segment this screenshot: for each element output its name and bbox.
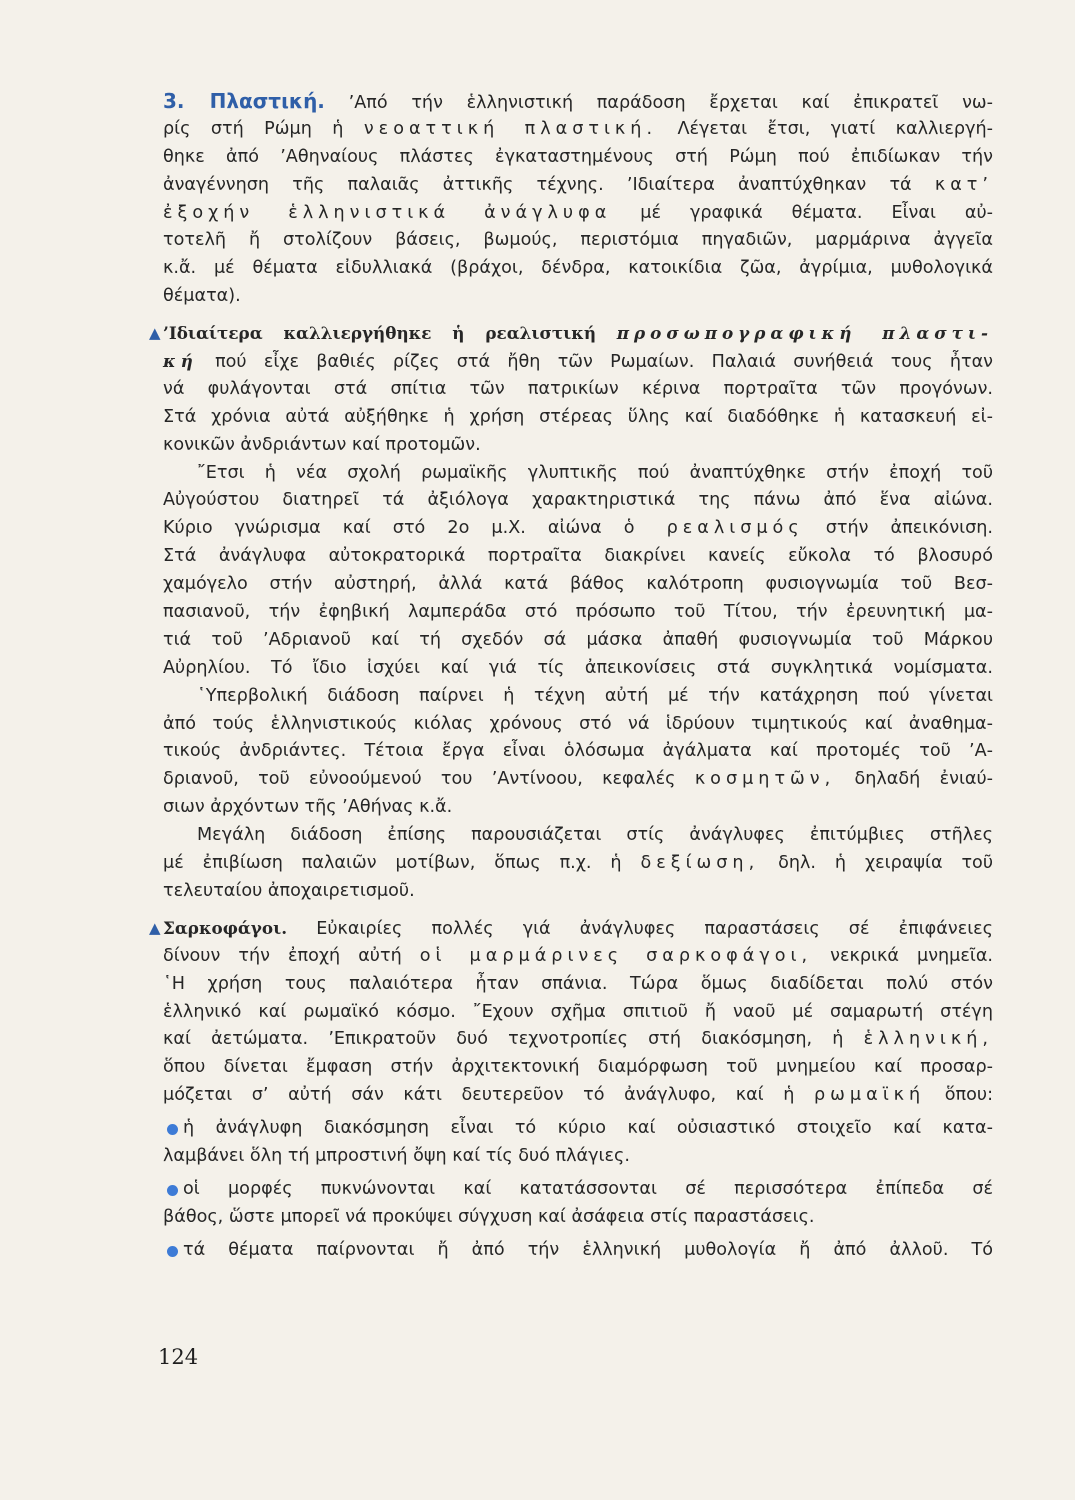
section-3-line-4	[163, 200, 993, 228]
sarcophagi-line-1	[163, 943, 993, 971]
text: στήν ἀπεικόνιση.	[825, 518, 994, 539]
text: λαμβάνει ὅλη τή μπροστινή ὄψη καί τίς δυό πλάγιες.	[163, 1145, 630, 1166]
text: ὅπου δίνεται ἔμφαση στήν ἀρχιτεκτονική διαμόρφωση τοῦ μνημείου καί προσαρ-	[163, 1057, 993, 1078]
bullet-dot-icon	[167, 1246, 178, 1257]
sarcophagi-line-2	[163, 971, 993, 999]
section-3-line-6	[163, 255, 993, 283]
emphasis-text: κή	[163, 351, 198, 372]
spacer	[163, 906, 993, 915]
text: ἀναγέννηση τῆς παλαιᾶς ἀττικῆς τέχνης. ’Ιδιαίτερα ἀναπτύχθηκαν τά	[163, 174, 912, 195]
emphasis-text: οἱ μαρμάρινες σαρκοφάγοι,	[419, 945, 813, 966]
text: Μεγάλη διάδοση ἐπίσης παρουσιάζεται στίς ἀνάγλυφες ἐπιτύμβιες στῆλες	[197, 825, 993, 846]
triangle-marker-icon: ▲	[149, 918, 161, 937]
sarcophagi-line-5	[163, 1054, 993, 1082]
text: ῎Ετσι ἡ νέα σχολή ρωμαϊκῆς γλυπτικῆς πού ἀναπτύχθηκε στήν ἐποχή τοῦ	[197, 462, 993, 483]
text: ἑλληνικό καί ρωμαϊκό κόσμο. ῎Εχουν σχῆμα σπιτιοῦ ἤ ναοῦ μέ σαμαρωτή στέγη	[163, 1001, 993, 1022]
text: καί ἀετώματα. ’Επικρατοῦν δυό τεχνοτροπίες στή διακόσμηση, ἡ	[163, 1029, 844, 1050]
text: θηκε ἀπό ’Αθηναίους πλάστες ἐγκαταστημένους στή Ρώμη πού ἐπιδίωκαν τήν	[163, 146, 993, 167]
honorific-line-4	[163, 794, 993, 822]
portrait-line-lead	[149, 320, 993, 348]
text: δριανοῦ, τοῦ εὐνοούμενού του ’Αντίνοου, κεφαλές	[163, 769, 676, 790]
text: τιά τοῦ ’Αδριανοῦ καί τή σχεδόν σά μάσκα ἀπαθή φυσιογνωμία τοῦ Μάρκου	[163, 629, 993, 650]
sarcophagi-line-6	[163, 1082, 993, 1110]
roman-line-4	[163, 571, 993, 599]
section-3-line-5	[163, 227, 993, 255]
text: σιων ἀρχόντων τῆς ’Αθήνας κ.ἄ.	[163, 797, 453, 818]
honorific-line-0	[163, 683, 993, 711]
text: δηλαδή ἐνιαύ-	[854, 769, 994, 790]
roman-line-7	[163, 655, 993, 683]
text: δηλ. ἡ χειραψία τοῦ	[778, 853, 993, 874]
text: τικούς ἀνδριάντες. Τέτοια ἔργα εἶναι ὁλόσωμα ἀγάλματα καί προτομές τοῦ ’Α-	[163, 741, 993, 762]
text: βάθος, ὥστε μπορεῖ νά προκύψει σύγχυση καί ἀσάφεια στίς παραστάσεις.	[163, 1206, 815, 1227]
text: Κύριο γνώρισμα καί στό 2ο μ.Χ. αἰώνα	[163, 518, 602, 539]
triangle-marker-icon: ▲	[149, 324, 161, 343]
text: τελευταίου ἀποχαιρετισμοῦ.	[163, 880, 415, 901]
honorific-line-3	[163, 766, 993, 794]
bullet-item	[163, 1115, 993, 1143]
emphasis-text: ἐξοχήν ἑλληνιστικά ἀνάγλυφα	[163, 202, 612, 223]
spacer	[163, 311, 993, 320]
emphasis-text: κοσμητῶν,	[694, 769, 836, 790]
text: Αὐρηλίου. Τό ἴδιο ἰσχύει καί γιά τίς ἀπεικονίσεις στά συγκλητικά νομίσματα.	[163, 657, 993, 678]
text: νά φυλάγονται στά σπίτια τῶν πατρικίων κέρινα πορτραῖτα τῶν προγόνων.	[163, 378, 993, 399]
roman-line-5	[163, 599, 993, 627]
portrait-line-1	[163, 376, 993, 404]
text: Αὐγούστου διατηρεῖ τά ἀξιόλογα χαρακτηριστικά της πάνω ἀπό ἕνα αἰώνα.	[163, 490, 993, 511]
text: Εὐκαιρίες πολλές γιά ἀνάγλυφες παραστάσεις σέ ἐπιφάνειες	[316, 918, 993, 939]
text: κονικῶν ἀνδριάντων καί προτομῶν.	[163, 434, 481, 455]
roman-line-6	[163, 627, 993, 655]
emphasis-text: προσωπογραφική πλαστι-	[616, 323, 993, 344]
bullet-dot-icon	[167, 1185, 178, 1196]
sarcophagi-line-0	[149, 915, 993, 943]
text: οἱ μορφές πυκνώνονται καί κατατάσσονται σέ περισσότερα ἐπίπεδα σέ	[183, 1178, 993, 1199]
section-3-line-1	[163, 116, 993, 144]
section-3-line-3	[163, 172, 993, 200]
text: νεκρικά μνημεῖα.	[830, 945, 994, 966]
text: πού εἶχε βαθιές ρίζες στά ἤθη τῶν Ρωμαίων. Παλαιά συνήθειά τους ἦταν	[215, 352, 994, 373]
bullet-item	[163, 1237, 993, 1265]
text: ’Από τήν ἑλληνιστική παράδοση ἔρχεται καί ἐπικρατεῖ νω-	[348, 93, 994, 113]
roman-line-2	[163, 515, 993, 543]
text: κ.ἄ. μέ θέματα εἰδυλλιακά (βράχοι, δένδρα, κατοικίδια ζῶα, ἀγρίμια, μυθολογικά	[163, 258, 993, 279]
text: Στά χρόνια αὐτά αὐξήθηκε ἡ χρήση στέρεας ὕλης καί διαδόθηκε ἡ κατασκευή εἰ-	[163, 406, 993, 427]
text: μέ ἐπιβίωση παλαιῶν μοτίβων, ὅπως π.χ. ἡ	[163, 853, 622, 874]
text: ῾Η χρήση τους παλαιότερα ἦταν σπάνια. Τώρα ὅμως διαδίδεται πολύ στόν	[163, 973, 993, 994]
page-number: 124	[158, 1345, 199, 1369]
text: Στά ἀνάγλυφα αὐτοκρατορικά πορτραῖτα διακρίνει κανείς εὔκολα τό βλοσυρό	[163, 546, 993, 567]
text: χαμόγελο στήν αὐστηρή, ἀλλά κατά βάθος καλότροπη φυσιογνωμία τοῦ Βεσ-	[163, 574, 993, 595]
roman-line-3	[163, 543, 993, 571]
section-3-line-7	[163, 283, 993, 311]
portrait-line-3	[163, 432, 993, 460]
stelae-line-1	[163, 850, 993, 878]
section-3-line-0	[163, 88, 993, 116]
bold-lead: Σαρκοφάγοι.	[163, 917, 288, 938]
bullet-dot-icon	[167, 1124, 178, 1135]
bullet-item	[163, 1176, 993, 1204]
text: τά θέματα παίρνονται ἤ ἀπό τήν ἑλληνική μυθολογία ἤ ἀπό ἀλλοῦ. Τό	[183, 1239, 993, 1260]
roman-line-0	[163, 460, 993, 488]
honorific-line-1	[163, 711, 993, 739]
page-body	[149, 88, 994, 1265]
emphasis-text: δεξίωση,	[640, 853, 760, 874]
emphasis-text: κατ’	[934, 174, 993, 195]
section-3-line-2	[163, 144, 993, 172]
emphasis-text: νεοαττική πλαστική.	[363, 118, 658, 139]
stelae-line-2	[163, 878, 993, 906]
portrait-line-0	[163, 348, 993, 376]
text: ἀπό τούς ἑλληνιστικούς κιόλας χρόνους στό νά ἱδρύουν τιμητικούς καί ἀναθημα-	[163, 713, 993, 734]
stelae-line-0	[163, 822, 993, 850]
section-title: 3. Πλαστική.	[163, 89, 325, 113]
text: τοτελῆ ἤ στολίζουν βάσεις, βωμούς, περιστόμια πηγαδιῶν, μαρμάρινα ἀγγεῖα	[163, 230, 993, 251]
roman-line-1	[163, 487, 993, 515]
text: δίνουν τήν ἐποχή αὐτή	[163, 945, 402, 966]
text: Λέγεται ἔτσι, γιατί καλλιεργή-	[677, 118, 993, 139]
sarcophagi-line-4	[163, 1026, 993, 1054]
text: ῾Υπερβολική διάδοση παίρνει ἡ τέχνη αὐτή μέ τήν κατάχρηση πού γίνεται	[197, 685, 993, 706]
emphasis-text: ὁ ρεαλισμός	[623, 518, 804, 539]
text: ἡ ἀνάγλυφη διακόσμηση εἶναι τό κύριο καί οὐσιαστικό στοιχεῖο καί κατα-	[183, 1118, 993, 1139]
text: ὅπου:	[944, 1085, 994, 1106]
text: μέ γραφικά θέματα. Εἶναι αὐ-	[640, 202, 993, 223]
text: θέματα).	[163, 286, 241, 307]
portrait-line-2	[163, 404, 993, 432]
text: μόζεται σ’ αὐτή σάν κάτι δευτερεῦον τό ἀνάγλυφο, καί ἡ	[163, 1085, 795, 1106]
bold-lead: ’Ιδιαίτερα καλλιεργήθηκε ἡ ρεαλιστική	[163, 323, 597, 344]
text: πασιανοῦ, τήν ἐφηβική λαμπεράδα στό πρόσωπο τοῦ Τίτου, τήν ἐρευνητική μα-	[163, 602, 993, 623]
emphasis-text: ρωμαϊκή	[814, 1085, 926, 1106]
emphasis-text: ἑλληνική,	[863, 1029, 993, 1050]
text: ρίς στή Ρώμη ἡ	[163, 118, 344, 139]
sarcophagi-line-3	[163, 999, 993, 1027]
honorific-line-2	[163, 738, 993, 766]
